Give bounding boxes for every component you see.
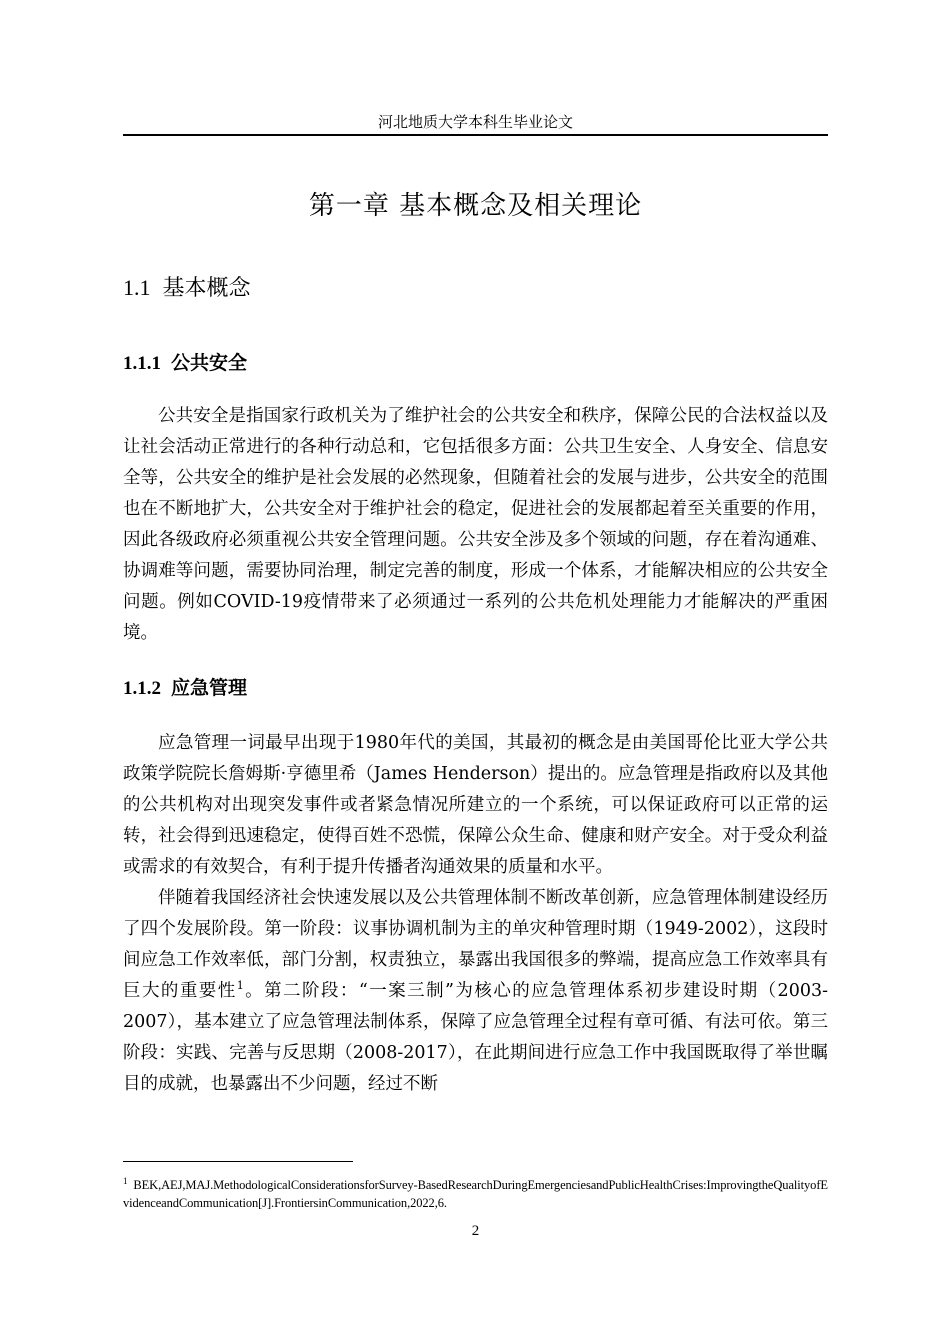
paragraph-text: 。第二阶段：“一案三制”为核心的应急管理体系初步建设时期（2003-2007），基本建立了应急管理法制体系，保障了应急管理全过程有章可循、有法可依。第三阶段：实践、完善与反思期（2008-2017），在此期间进行应急工作中我国既取得了举世瞩目的成就，也暴露出不少问题，经过不断: [123, 981, 829, 1094]
subsection-title: 应急管理: [171, 677, 248, 699]
emergency-management-body: [123, 728, 828, 1100]
subsection-heading-emergency-management: [123, 674, 247, 703]
subsection-title: 公共安全: [171, 352, 248, 374]
footnote-reference[interactable]: 1: [236, 979, 244, 993]
section-heading: [123, 272, 251, 305]
paragraph: [123, 883, 828, 1100]
paragraph: 应急管理一词最早出现于1980年代的美国，其最初的概念是由美国哥伦比亚大学公共政策学院院长詹姆斯·亨德里希（James Henderson）提出的。应急管理是指政府以及其他的公共机构对出现突发事件或者紧急情况所建立的一个系统，可以保证政府可以正常的运转，社会得到迅速稳定，使得百姓不恐慌，保障公众生命、健康和财产安全。对于受众利益或需求的有效契合，有利于提升传播者沟通效果的质量和水平。: [123, 733, 828, 877]
header-rule: [123, 134, 828, 136]
subsection-number: 1.1.2: [123, 678, 161, 699]
footnote-text: BEK,AEJ,MAJ.MethodologicalConsiderationsforSurvey-BasedResearchDuringEmergenciesandPublicHealthCrises:ImprovingtheQualityofEvidenceandCommunication[J].FrontiersinCommunication,2022,6.: [123, 1178, 828, 1211]
page-number: 2: [471, 1223, 480, 1239]
public-safety-body: [123, 401, 828, 649]
chapter-title: 第一章 基本概念及相关理论: [308, 191, 643, 221]
footnote: [123, 1172, 828, 1212]
section-number: 1.1: [123, 275, 151, 300]
running-header: 河北地质大学本科生毕业论文: [377, 113, 573, 131]
subsection-number: 1.1.1: [123, 353, 161, 374]
footnote-separator: [123, 1161, 353, 1162]
subsection-heading-public-safety: [123, 349, 247, 378]
section-title: 基本概念: [162, 276, 251, 301]
paragraph: 公共安全是指国家行政机关为了维护社会的公共安全和秩序，保障公民的合法权益以及让社会活动正常进行的各种行动总和，它包括很多方面：公共卫生安全、人身安全、信息安全等，公共安全的维护是社会发展的必然现象，但随着社会的发展与进步，公共安全的范围也在不断地扩大，公共安全对于维护社会的稳定，促进社会的发展都起着至关重要的作用，因此各级政府必须重视公共安全管理问题。公共安全涉及多个领域的问题，存在着沟通难、协调难等问题，需要协同治理，制定完善的制度，形成一个体系，才能解决相应的公共安全问题。例如COVID-19疫情带来了必须通过一系列的公共危机处理能力才能解决的严重困境。: [123, 406, 828, 643]
footnote-marker: 1: [123, 1176, 128, 1186]
paragraph-text: 伴随着我国经济社会快速发展以及公共管理体制不断改革创新，应急管理体制建设经历了四个发展阶段。第一阶段：议事协调机制为主的单灾种管理时期（1949-2002），这段时间应急工作效率低，部门分割，权责独立，暴露出我国很多的弊端，提高应急工作效率具有巨大的重要性: [123, 888, 828, 1001]
